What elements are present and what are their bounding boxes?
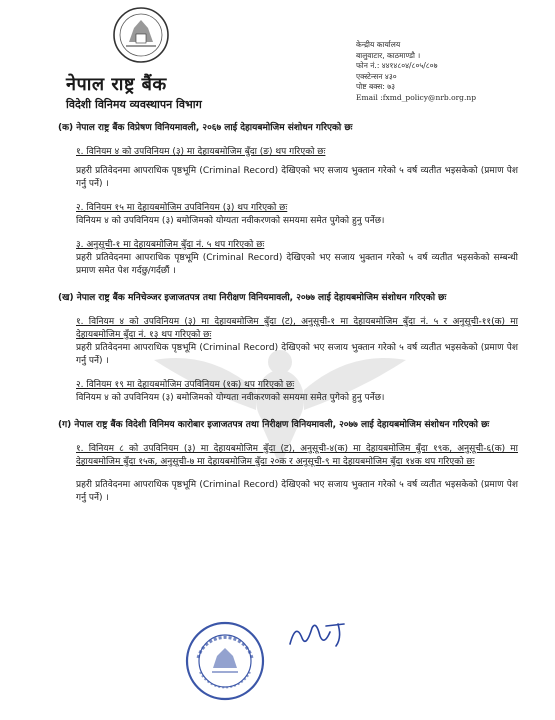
amendment-item xyxy=(76,379,518,405)
item-text: प्रहरी प्रतिवेदनमा आपराधिक पृष्ठभूमि (Criminal Record) देखिएको भए सजाय भुक्तान गरेको ५ वर्ष व्यतीत भइसकेको (प्रमाण पेश गर्नु पर्ने) । xyxy=(76,166,518,189)
amendment-item xyxy=(76,316,518,368)
official-seal-icon xyxy=(184,620,266,702)
amendment-item xyxy=(76,239,518,278)
item-title: २. विनियम १९ मा देहायबमोजिम उपविनियम (१क) थप गरिएको छः xyxy=(76,380,295,390)
signature-icon xyxy=(286,616,356,652)
item-title: ३. अनुसूची-१ मा देहायबमोजिम बुँदा नं. ५ थप गरिएको छः xyxy=(76,240,265,250)
item-text: प्रहरी प्रतिवेदनमा आपराधिक पृष्ठभूमि (Criminal Record) देखिएको भए सजाय भुक्तान गरेको ५ वर्ष व्यतीत भइसकेको (प्रमाण पेश गर्नु पर्ने) । xyxy=(76,480,518,503)
document-body xyxy=(58,120,518,505)
nrb-logo-icon xyxy=(112,6,170,64)
item-title: १. विनियम ४ को उपविनियम (३) मा देहायबमोजिम बुँदा (ङ) थप गरिएको छः xyxy=(76,147,326,157)
address-line: केन्द्रीय कार्यालय xyxy=(356,40,401,49)
item-title: २. विनियम १५ मा देहायबमोजिम उपविनियम (३) थप गरिएको छः xyxy=(76,203,288,213)
address-line: पोष्ट बक्स: ७३ xyxy=(356,82,396,91)
amendment-item xyxy=(76,202,518,228)
section-heading: (ग) नेपाल राष्ट्र बैंक विदेशी विनिमय कारोबार इजाजतपत्र तथा निरीक्षण विनियमावली, २०७७ लाई देहायबमोजिम संशोधन गरिएको छः xyxy=(58,420,490,430)
address-block xyxy=(356,40,476,103)
section-heading: (ख) नेपाल राष्ट्र बैंक मनिचेञ्जर इजाजतपत्र तथा निरीक्षण विनियमावली, २०७७ लाई देहायबमोजिम संशोधन गरिएको छः xyxy=(58,293,447,303)
email-address: Email :fxmd_policy@nrb.org.np xyxy=(356,92,477,102)
address-line: बालुवाटार, काठमाण्डौ । xyxy=(356,50,421,60)
address-line: फोन नं.: ४४१४८०४/८०५/८०७ xyxy=(356,61,438,70)
section-heading: (क) नेपाल राष्ट्र बैंक विप्रेषण विनियमावली, २०६७ लाई देहायबमोजिम संशोधन गरिएको छः xyxy=(58,123,353,133)
item-text: विनियम ४ को उपविनियम (३) बमोजिमको योग्यता नवीकरणको समयमा समेत पुगेको हुनु पर्नेछ। xyxy=(76,393,385,403)
item-text: प्रहरी प्रतिवेदनमा आपराधिक पृष्ठभूमि (Criminal Record) देखिएको भए सजाय भुक्तान गरेको ५ वर्ष व्यतीत भइसकेको सम्बन्धी प्रमाण समेत पेश गर्दछु/गर्दछौं । xyxy=(76,253,518,276)
address-line: एक्स्टेन्सन ४३० xyxy=(356,71,397,81)
amendment-item xyxy=(76,443,518,505)
item-title: १. विनियम ८ को उपविनियम (३) मा देहायबमोजिम बुँदा (ट), अनुसूची-४(क) मा देहायबमोजिम बुँदा १९क, अनुसूची-६(क) मा देहायबमोजिम बुँदा १५क, अनुसूची-७ मा देहायबमोजिम बुँदा २०क र अनुसूची-९ मा देहायबमोजिम बुँदा १४क थप गरिएको छः xyxy=(76,444,518,467)
amendment-item xyxy=(76,146,518,191)
item-text: प्रहरी प्रतिवेदनमा आपराधिक पृष्ठभूमि (Criminal Record) देखिएको भए सजाय भुक्तान गरेको ५ वर्ष व्यतीत भइसकेको (प्रमाण पेश गर्नु पर्ने) । xyxy=(76,343,518,366)
item-title: १. विनियम ४ को उपविनियम (३) मा देहायबमोजिम बुँदा (ट), अनुसूची-१ मा देहायबमोजिम बुँदा नं. ५ र अनुसूची-११(क) मा देहायबमोजिम बुँदा नं. १३ थप गरिएको छः xyxy=(76,317,518,340)
department-name: विदेशी विनिमय व्यवस्थापन विभाग xyxy=(66,98,202,111)
item-text: विनियम ४ को उपविनियम (३) बमोजिमको योग्यता नवीकरणको समयमा समेत पुगेको हुनु पर्नेछ। xyxy=(76,216,385,226)
organization-name: नेपाल राष्ट्र बैंक xyxy=(66,74,167,95)
